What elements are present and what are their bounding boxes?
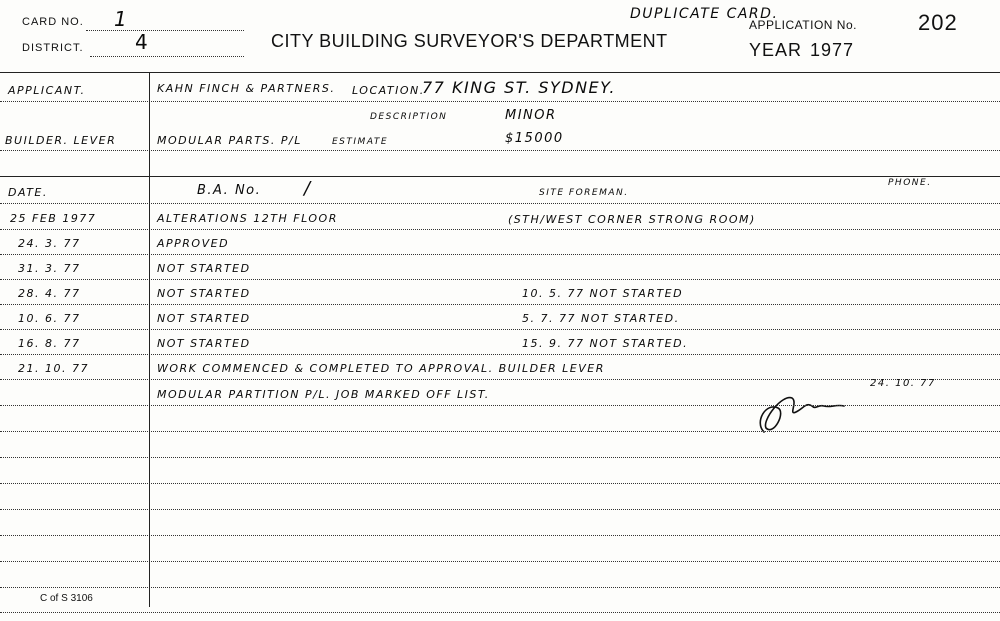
ruled-line: [0, 587, 1000, 588]
entry-date: 10. 6. 77: [18, 312, 81, 325]
ruled-line: [0, 279, 1000, 280]
entry-text: NOT STARTED: [157, 287, 251, 300]
entry-right-note: (STH/WEST CORNER STRONG ROOM): [508, 213, 756, 226]
entry-text: MODULAR PARTITION P/L. JOB MARKED OFF LIST.: [157, 388, 490, 401]
ruled-line: [0, 431, 1000, 432]
year-value: 1977: [810, 40, 855, 60]
ruled-line: [0, 612, 1000, 613]
district-label: DISTRICT.: [22, 42, 84, 54]
ruled-line: [0, 254, 1000, 255]
entry-right-note: 15. 9. 77 NOT STARTED.: [522, 337, 689, 350]
ruled-line: [0, 354, 1000, 355]
entry-date: 21. 10. 77: [18, 362, 89, 375]
estimate-label: ESTIMATE: [332, 137, 389, 147]
district-line: [90, 56, 244, 57]
ruled-line: [0, 203, 1000, 204]
card-no-label: CARD NO.: [22, 16, 84, 28]
builder-value: MODULAR PARTS. P/L: [157, 134, 302, 147]
ruled-line: [0, 150, 1000, 151]
entry-text: ALTERATIONS 12TH FLOOR: [157, 212, 338, 225]
entry-date: 16. 8. 77: [18, 337, 81, 350]
ruled-line: [0, 405, 1000, 406]
description-value: MINOR: [505, 108, 557, 123]
applicant-value: KAHN FINCH & PARTNERS.: [157, 82, 336, 95]
entry-text: NOT STARTED: [157, 312, 251, 325]
entry-date: 24. 3. 77: [18, 237, 81, 250]
form-code: C of S 3106: [40, 593, 93, 604]
location-label: LOCATION.: [352, 84, 425, 97]
ruled-line: [0, 483, 1000, 484]
ruled-line: [0, 457, 1000, 458]
entry-date: 28. 4. 77: [18, 287, 81, 300]
entry-date: 31. 3. 77: [18, 262, 81, 275]
entry-text: NOT STARTED: [157, 262, 251, 275]
estimate-value: $15000: [505, 131, 564, 146]
ruled-line: [0, 101, 1000, 102]
district-value: 4: [135, 30, 150, 54]
entry-text: NOT STARTED: [157, 337, 251, 350]
entry-date: 25 FEB 1977: [10, 212, 97, 225]
card-no-value: 1: [114, 7, 129, 31]
phone-column-heading: PHONE.: [888, 178, 932, 188]
entry-text: APPROVED: [157, 237, 230, 250]
ruled-line: [0, 535, 1000, 536]
card-no-line: [86, 30, 244, 31]
date-column-heading: DATE.: [8, 186, 48, 199]
location-value: 77 KING ST. SYDNEY.: [422, 78, 616, 97]
section-rule: [0, 176, 1000, 177]
ba-no-column-heading: B.A. No.: [197, 183, 262, 198]
year-label: YEAR: [749, 40, 803, 60]
signoff-date: 24. 10. 77: [870, 378, 936, 389]
ruled-line: [0, 304, 1000, 305]
site-foreman-column-heading: SITE FOREMAN.: [539, 188, 629, 198]
duplicate-note: DUPLICATE CARD.: [630, 6, 779, 22]
application-no-label: APPLICATION No.: [749, 18, 857, 32]
entry-right-note: 5. 7. 77 NOT STARTED.: [522, 312, 680, 325]
ruled-line: [0, 509, 1000, 510]
header-bottom-rule: [0, 72, 1000, 73]
ruled-line: [0, 561, 1000, 562]
entry-text: WORK COMMENCED & COMPLETED TO APPROVAL. BUILDER LEVER: [157, 362, 605, 375]
column-divider: [149, 72, 150, 607]
applicant-label: APPLICANT.: [8, 84, 86, 97]
ba-slash-mark: /: [304, 178, 312, 199]
description-label: DESCRIPTION: [370, 112, 448, 122]
builder-label: BUILDER. LEVER: [5, 134, 117, 147]
department-title: CITY BUILDING SURVEYOR'S DEPARTMENT: [271, 31, 668, 51]
entry-right-note: 10. 5. 77 NOT STARTED: [522, 287, 684, 300]
ruled-line: [0, 379, 1000, 380]
application-no-value: 202: [918, 10, 958, 35]
signature: [752, 384, 852, 444]
ruled-line: [0, 329, 1000, 330]
ruled-line: [0, 229, 1000, 230]
